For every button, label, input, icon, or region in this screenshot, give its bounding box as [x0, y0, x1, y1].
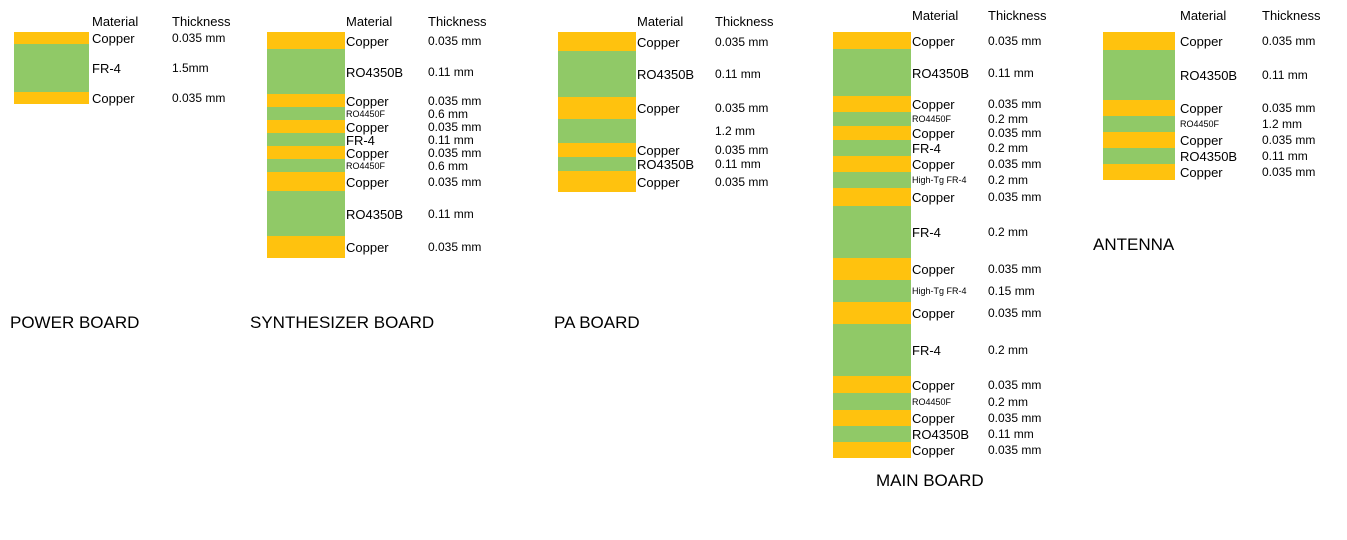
stackup-layer-bar: [267, 94, 345, 107]
stackup-layer-bar: [267, 236, 345, 258]
layer-material-label: Copper: [912, 33, 955, 49]
stackup-layer-bar: [558, 97, 636, 119]
stackup-layer-bar: [558, 51, 636, 97]
layer-thickness-label: 0.11 mm: [1262, 149, 1308, 163]
layer-material-label: FR-4: [912, 141, 941, 156]
stackup-layer-bar: [833, 49, 911, 96]
layer-material-label: RO4450F: [1180, 119, 1220, 129]
layer-thickness-label: 0.035 mm: [715, 101, 769, 115]
stackup-layer-bar: [1103, 50, 1175, 100]
layer-thickness-label: 1.2 mm: [715, 124, 756, 138]
layer-thickness-label: 0.035 mm: [988, 33, 1042, 48]
stackup-layer-bar: [833, 258, 911, 280]
layer-thickness-label: 0.2 mm: [988, 225, 1029, 239]
layer-material-label: RO4350B: [912, 65, 970, 81]
column-header-material: Material: [92, 14, 139, 29]
layer-thickness-label: 0.035 mm: [988, 97, 1042, 111]
layer-material-label: RO4350B: [637, 157, 695, 172]
stackup-layer-bar: [833, 393, 911, 410]
layer-material-label: RO4350B: [912, 427, 970, 442]
layer-material-label: Copper: [346, 145, 389, 161]
layer-material-label: Copper: [1180, 34, 1223, 49]
board-title-pa-board: PA BOARD: [554, 313, 640, 332]
stackup-layer-bar: [267, 172, 345, 191]
layer-material-label: Copper: [346, 33, 389, 49]
layer-thickness-label: 0.035 mm: [1262, 34, 1316, 48]
layer-thickness-label: 0.11 mm: [428, 206, 474, 221]
layer-thickness-label: 0.2 mm: [988, 394, 1029, 409]
stackup-layer-bar: [267, 133, 345, 146]
layer-material-label: RO4450F: [346, 160, 386, 171]
layer-thickness-label: 0.035 mm: [1262, 133, 1316, 147]
layer-material-label: High-Tg FR-4: [912, 175, 967, 185]
layer-material-label: Copper: [92, 31, 135, 46]
layer-thickness-label: 0.6 mm: [428, 106, 469, 121]
column-header-thickness: Thickness: [172, 14, 231, 29]
layer-material-label: RO4350B: [637, 67, 695, 82]
board-title-main-board: MAIN BOARD: [876, 471, 984, 490]
layer-thickness-label: 0.035 mm: [988, 262, 1042, 276]
layer-material-label: RO4450F: [912, 114, 952, 124]
column-header-material: Material: [912, 8, 959, 23]
stackup-layer-bar: [833, 324, 911, 376]
stackup-layer-bar: [833, 410, 911, 426]
layer-material-label: Copper: [637, 174, 680, 190]
layer-thickness-label: 0.11 mm: [1262, 68, 1308, 82]
stackup-layer-bar: [558, 171, 636, 192]
stackup-layer-bar: [1103, 32, 1175, 50]
layer-thickness-label: 0.035 mm: [715, 143, 769, 157]
layer-material-label: RO4350B: [346, 64, 404, 80]
layer-thickness-label: 0.11 mm: [428, 64, 474, 79]
layer-material-label: FR-4: [346, 132, 375, 148]
stackup-layer-bar: [833, 32, 911, 49]
layer-material-label: Copper: [346, 119, 389, 135]
stackup-layer-bar: [267, 32, 345, 49]
layer-material-label: RO4350B: [1180, 149, 1238, 164]
layer-thickness-label: 0.035 mm: [1262, 165, 1316, 179]
layer-thickness-label: 0.035 mm: [428, 119, 482, 134]
stackup-layer-bar: [833, 156, 911, 172]
layer-thickness-label: 0.035 mm: [428, 93, 482, 108]
layer-thickness-label: 0.2 mm: [988, 141, 1029, 155]
layer-material-label: Copper: [1180, 101, 1223, 116]
layer-material-label: Copper: [912, 306, 955, 321]
layer-material-label: FR-4: [912, 343, 941, 358]
layer-thickness-label: 0.035 mm: [988, 190, 1042, 204]
layer-thickness-label: 0.035 mm: [428, 145, 482, 160]
layer-thickness-label: 0.11 mm: [715, 67, 761, 81]
layer-thickness-label: 0.035 mm: [715, 174, 769, 189]
layer-thickness-label: 0.11 mm: [715, 157, 761, 171]
stackup-layer-bar: [558, 119, 636, 143]
layer-material-label: Copper: [637, 143, 680, 158]
stackup-layer-bar: [267, 146, 345, 159]
stackup-layer-bar: [14, 32, 89, 44]
stackup-layer-bar: [833, 188, 911, 206]
stackup-layer-bar: [14, 44, 89, 92]
stackup-layer-bar: [1103, 100, 1175, 116]
layer-material-label: FR-4: [92, 61, 121, 76]
layer-thickness-label: 0.035 mm: [172, 31, 226, 45]
layer-thickness-label: 0.035 mm: [428, 174, 482, 189]
layer-material-label: Copper: [912, 157, 955, 172]
layer-thickness-label: 0.035 mm: [172, 91, 226, 105]
layer-thickness-label: 0.11 mm: [988, 65, 1034, 80]
column-header-thickness: Thickness: [715, 14, 774, 29]
stackup-layer-bar: [1103, 148, 1175, 164]
layer-thickness-label: 0.6 mm: [428, 158, 469, 173]
column-header-material: Material: [1180, 8, 1227, 23]
stackup-layer-bar: [833, 280, 911, 302]
stackup-layer-bar: [833, 442, 911, 458]
layer-material-label: RO4450F: [912, 396, 952, 407]
stackup-layer-bar: [267, 49, 345, 94]
layer-material-label: RO4350B: [346, 206, 404, 222]
layer-thickness-label: 0.15 mm: [988, 284, 1035, 298]
board-title-power-board: POWER BOARD: [10, 313, 140, 332]
stackup-layer-bar: [267, 159, 345, 172]
stackup-layer-bar: [1103, 116, 1175, 132]
stackup-layer-bar: [267, 107, 345, 120]
layer-material-label: Copper: [92, 91, 135, 106]
stackup-layer-bar: [833, 426, 911, 442]
layer-thickness-label: 0.035 mm: [988, 443, 1042, 457]
stackup-layer-bar: [267, 120, 345, 133]
layer-thickness-label: 0.035 mm: [988, 126, 1042, 140]
layer-thickness-label: 0.035 mm: [1262, 101, 1316, 115]
layer-thickness-label: 0.035 mm: [715, 34, 769, 49]
stackup-layer-bar: [558, 157, 636, 171]
stackup-layer-bar: [833, 206, 911, 258]
layer-material-label: Copper: [912, 190, 955, 205]
layer-material-label: RO4350B: [1180, 68, 1238, 83]
layer-thickness-label: 0.035 mm: [988, 157, 1042, 171]
layer-material-label: Copper: [346, 240, 389, 255]
stackup-layer-bar: [833, 112, 911, 126]
layer-thickness-label: 0.035 mm: [428, 33, 482, 48]
stackup-layer-bar: [833, 126, 911, 140]
stackup-layer-bar: [833, 96, 911, 112]
layer-thickness-label: 0.035 mm: [428, 240, 482, 254]
column-header-thickness: Thickness: [1262, 8, 1321, 23]
layer-material-label: Copper: [912, 126, 955, 141]
layer-material-label: Copper: [912, 411, 955, 426]
stackup-layer-bar: [1103, 132, 1175, 148]
layer-thickness-label: 0.035 mm: [988, 377, 1042, 392]
layer-material-label: Copper: [346, 174, 389, 190]
layer-thickness-label: 0.035 mm: [988, 306, 1042, 320]
stackup-layer-bar: [833, 140, 911, 156]
layer-material-label: High-Tg FR-4: [912, 286, 967, 296]
stackup-layer-bar: [558, 143, 636, 157]
column-header-thickness: Thickness: [988, 8, 1047, 23]
layer-material-label: Copper: [637, 101, 680, 116]
layer-material-label: Copper: [1180, 133, 1223, 148]
layer-thickness-label: 0.11 mm: [428, 132, 474, 147]
layer-material-label: Copper: [912, 262, 955, 277]
stackup-layer-bar: [833, 172, 911, 188]
stackup-layer-bar: [14, 92, 89, 104]
layer-material-label: Copper: [346, 93, 389, 109]
stackup-layer-bar: [833, 302, 911, 324]
column-header-thickness: Thickness: [428, 14, 487, 29]
layer-thickness-label: 1.2 mm: [1262, 117, 1303, 131]
layer-thickness-label: 1.5mm: [172, 61, 209, 75]
layer-material-label: Copper: [912, 377, 955, 393]
layer-material-label: RO4450F: [346, 108, 386, 119]
layer-thickness-label: 0.2 mm: [988, 112, 1029, 126]
layer-thickness-label: 0.11 mm: [988, 427, 1034, 441]
layer-material-label: Copper: [912, 97, 955, 112]
stackup-layer-bar: [558, 32, 636, 51]
layer-thickness-label: 0.2 mm: [988, 173, 1029, 187]
column-header-material: Material: [637, 14, 684, 29]
layer-material-label: FR-4: [912, 225, 941, 240]
board-title-synthesizer-board: SYNTHESIZER BOARD: [250, 313, 435, 332]
stackup-layer-bar: [267, 191, 345, 236]
layer-thickness-label: 0.035 mm: [988, 411, 1042, 425]
board-title-antenna: ANTENNA: [1093, 235, 1175, 254]
layer-material-label: Copper: [637, 34, 680, 50]
layer-material-label: Copper: [1180, 165, 1223, 180]
layer-material-label: Copper: [912, 443, 955, 458]
layer-thickness-label: 0.2 mm: [988, 343, 1029, 357]
stackup-layer-bar: [833, 376, 911, 393]
stackup-layer-bar: [1103, 164, 1175, 180]
column-header-material: Material: [346, 14, 393, 29]
